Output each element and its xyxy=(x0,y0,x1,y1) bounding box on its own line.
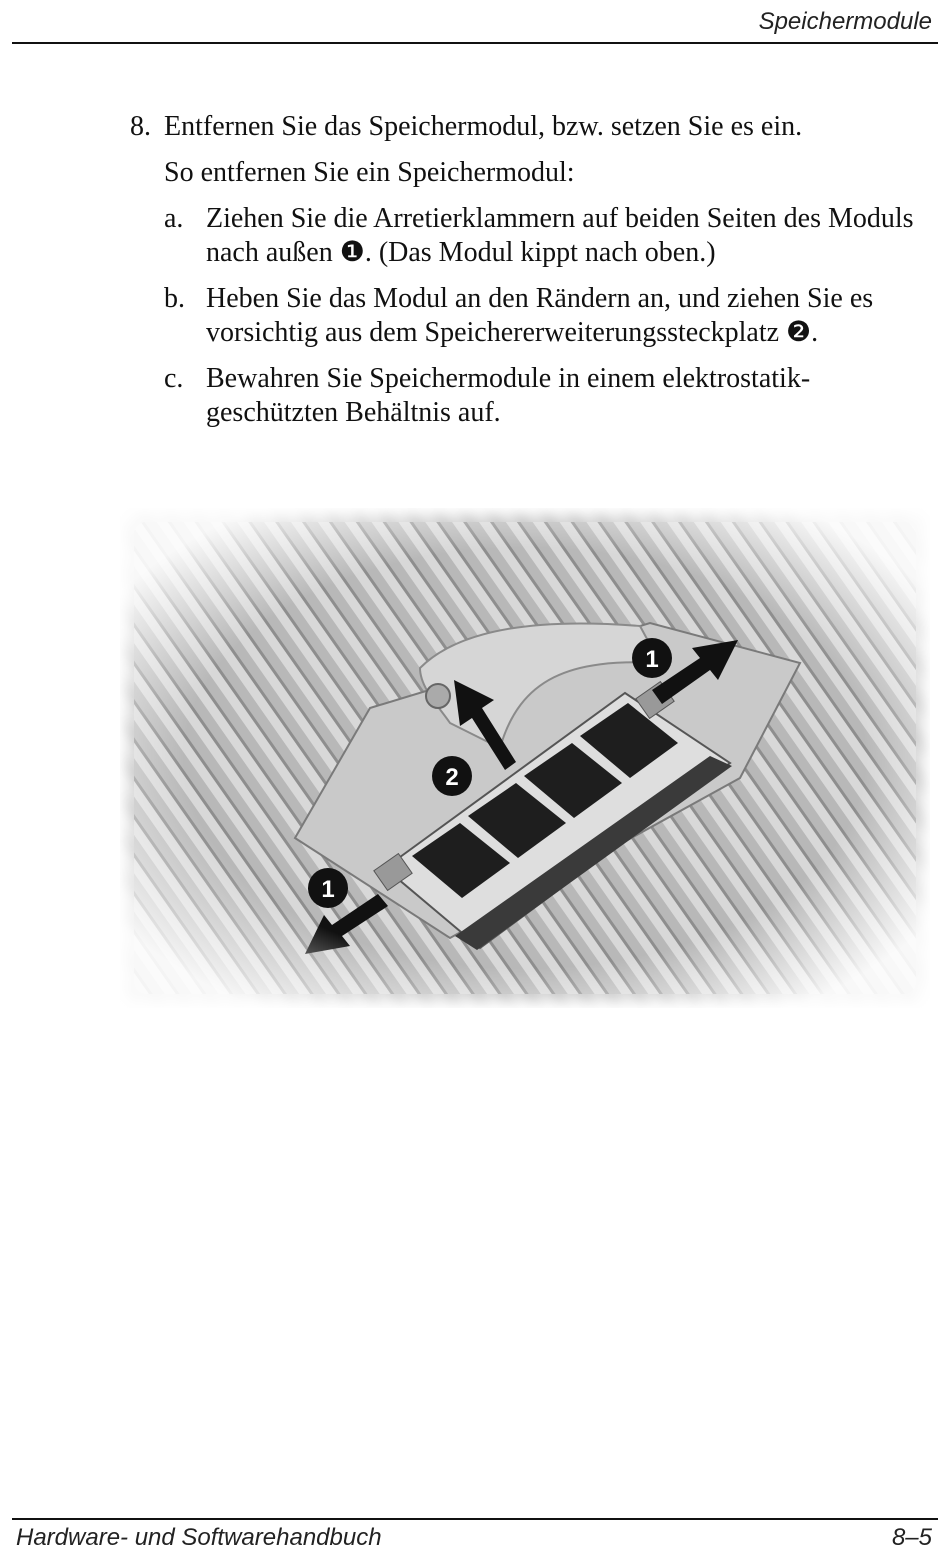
step-text: Entfernen Sie das Speichermodul, bzw. setzen Sie es ein. xyxy=(164,111,803,142)
substep-text: Heben Sie das Modul an den Rändern an, und ziehen Sie es vorsichtig aus dem Speichererweiterungssteckplatz ❷. xyxy=(206,283,874,348)
step-8 xyxy=(130,110,930,442)
illustration-svg xyxy=(120,508,930,1008)
substep-b xyxy=(164,282,930,350)
step-body xyxy=(164,110,930,442)
instructions xyxy=(130,110,930,454)
step-lead: So entfernen Sie ein Speichermodul: xyxy=(164,157,575,188)
substep-letter: a. xyxy=(164,203,184,234)
memory-module-illustration xyxy=(120,508,930,1008)
substep-c xyxy=(164,362,930,430)
substep-text: Bewahren Sie Speichermodule in einem elektrostatik-geschützten Behältnis auf. xyxy=(206,363,811,428)
footer-page-number: 8–5 xyxy=(891,1524,932,1551)
step-number: 8. xyxy=(130,111,151,142)
substep-letter: c. xyxy=(164,363,184,394)
footer-rule xyxy=(12,1518,938,1520)
header-title: Speichermodule xyxy=(758,8,932,35)
substep-text: Ziehen Sie die Arretierklammern auf beiden Seiten des Moduls nach außen ❶. (Das Modul kippt nach oben.) xyxy=(206,203,914,268)
substep-a xyxy=(164,202,930,270)
substep-letter: b. xyxy=(164,283,185,314)
footer-book-title: Hardware- und Softwarehandbuch xyxy=(16,1524,382,1551)
header-rule xyxy=(12,42,938,44)
